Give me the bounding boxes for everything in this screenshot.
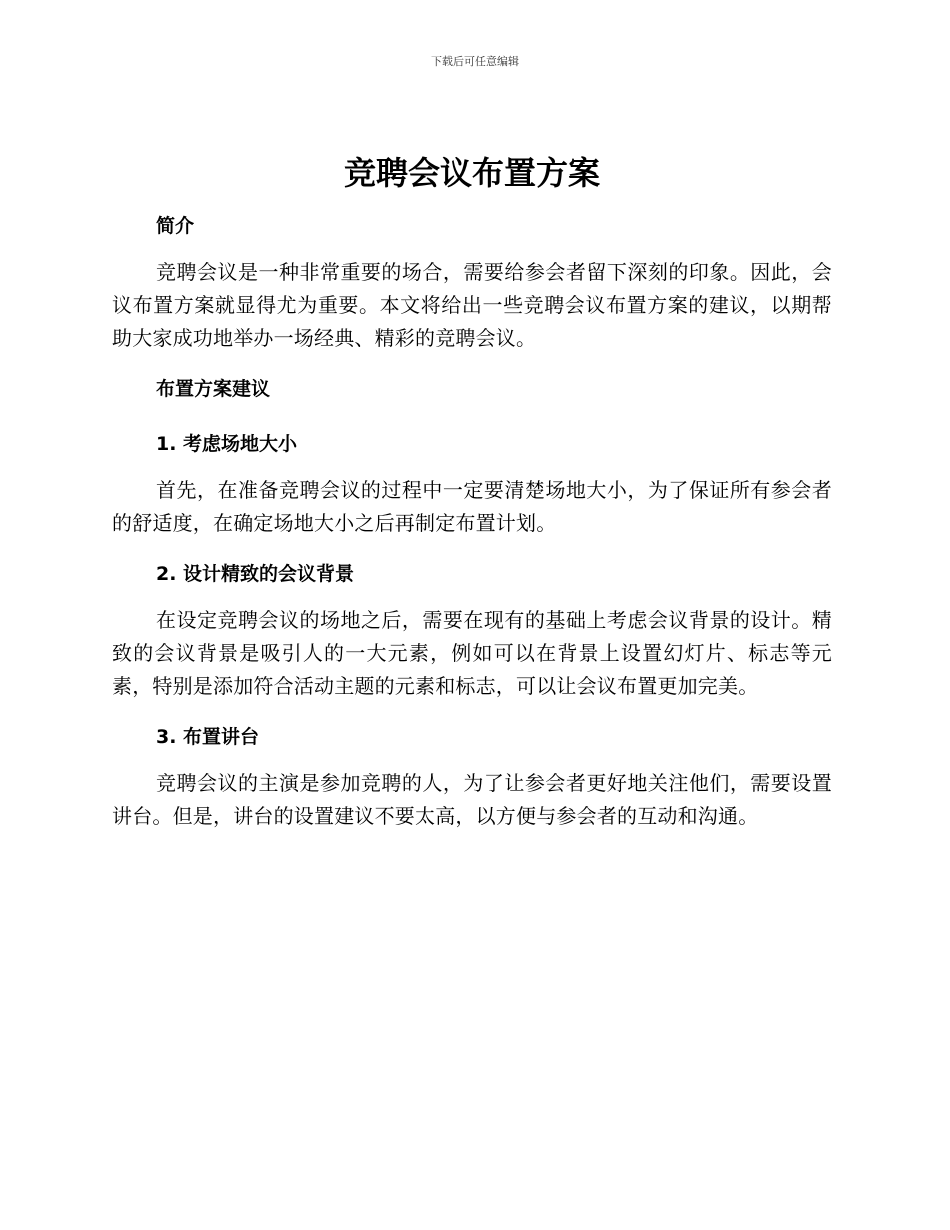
document-title: 竞聘会议布置方案 — [343, 154, 600, 192]
document-body — [112, 145, 832, 833]
section-heading-suggestions: 布置方案建议 — [156, 378, 271, 400]
section-heading-background: 2. 设计精致的会议背景 — [156, 563, 355, 585]
section-heading-podium: 3. 布置讲台 — [156, 726, 260, 748]
section-heading-intro: 简介 — [156, 215, 195, 237]
header-note: 下载后可任意编辑 — [431, 55, 519, 68]
section-paragraph-intro: 竞聘会议是一种非常重要的场合，需要给参会者留下深刻的印象。因此，会议布置方案就显得尤为重要。本文将给出一些竞聘会议布置方案的建议，以期帮助大家成功地举办一场经典、精彩的竞聘会议。 — [112, 260, 832, 350]
section-paragraph-podium: 竞聘会议的主演是参加竞聘的人，为了让参会者更好地关注他们，需要设置讲台。但是，讲台的设置建议不要太高，以方便与参会者的互动和沟通。 — [112, 771, 832, 828]
section-paragraph-venue-size: 首先，在准备竞聘会议的过程中一定要清楚场地大小，为了保证所有参会者的舒适度，在确定场地大小之后再制定布置计划。 — [112, 478, 832, 535]
section-paragraph-background: 在设定竞聘会议的场地之后，需要在现有的基础上考虑会议背景的设计。精致的会议背景是吸引人的一大元素，例如可以在背景上设置幻灯片、标志等元素，特别是添加符合活动主题的元素和标志，可以让会议布置更加完美。 — [112, 608, 832, 698]
section-heading-venue-size: 1. 考虑场地大小 — [156, 433, 298, 455]
